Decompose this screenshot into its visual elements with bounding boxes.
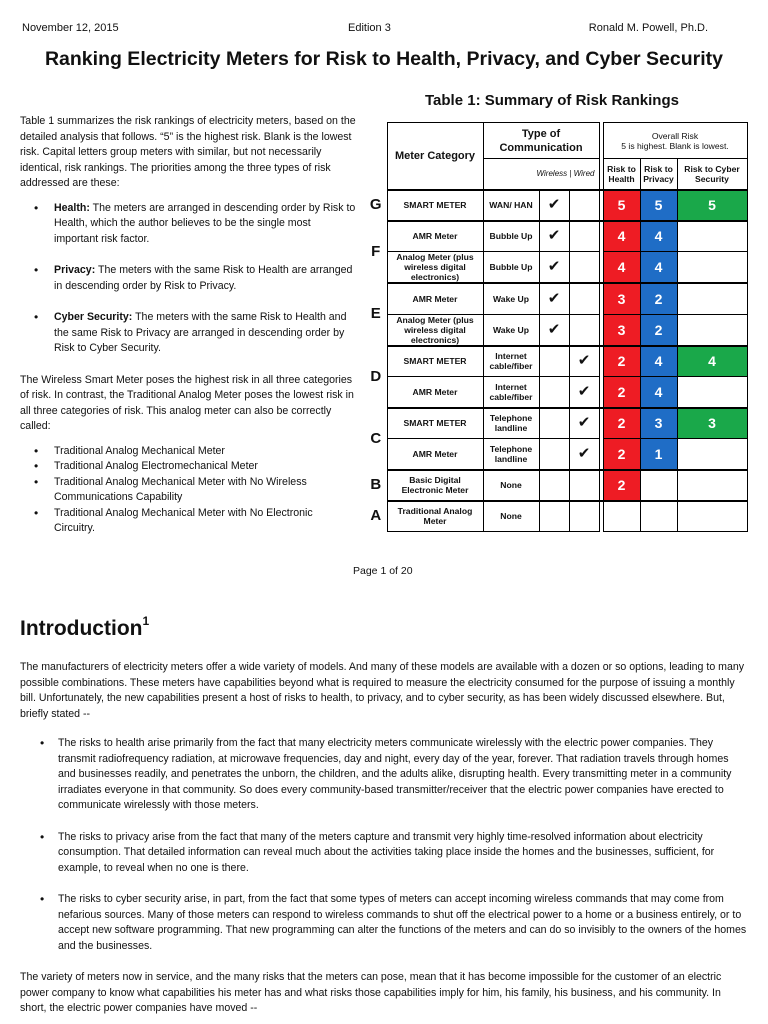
risk-cyber-cell: 4 [677, 346, 747, 377]
document-title: Ranking Electricity Meters for Risk to Health, Privacy, and Cyber Security [44, 48, 724, 70]
meter-category-cell: AMR Meter [387, 377, 483, 408]
risk-health-cell: 5 [603, 190, 640, 221]
intro-bullet-privacy: • The risks to privacy arise from the fact that many of the meters capture and transmit very highly time-resolved information about electricity consumption. That detailed information can reveal much about the activities taking place inside the homes and the businesses, sufficient, for example, to reveal when no one is there. [20, 830, 748, 877]
risk-text: The meters with the same Risk to Health are arranged in descending order by Risk to Privacy. [54, 264, 353, 292]
risk-health-cell: 3 [603, 283, 640, 314]
risk-health-cell: 2 [603, 470, 640, 501]
wireless-cell [539, 470, 569, 501]
type-of-communication-header: Type of Communication [483, 123, 599, 159]
wireless-cell: ✔ [539, 314, 569, 346]
risk-cyber-header: Risk to Cyber Security [677, 159, 747, 190]
communication-type-cell: Wake Up [483, 283, 539, 314]
group-letter: G [369, 196, 382, 213]
wired-cell [569, 190, 599, 221]
risk-health-cell: 2 [603, 377, 640, 408]
risk-privacy-cell: 3 [640, 408, 677, 439]
meter-category-cell: Analog Meter (plus wireless digital electronics) [387, 314, 483, 346]
risk-health-cell: 2 [603, 439, 640, 470]
table-row [365, 501, 747, 532]
communication-type-cell: None [483, 470, 539, 501]
meter-category-cell: Traditional Analog Meter [387, 501, 483, 532]
wired-cell [569, 252, 599, 284]
group-letter: F [371, 242, 381, 260]
meter-name-item: • Traditional Analog Mechanical Meter with No Wireless Communications Capability [20, 475, 356, 506]
group-letter: D [370, 367, 382, 385]
communication-type-cell: Internet cable/fiber [483, 346, 539, 377]
risk-priority-item [20, 201, 356, 248]
table-title: Table 1: Summary of Risk Rankings [425, 92, 679, 109]
risk-privacy-cell: 2 [640, 283, 677, 314]
meter-category-cell: AMR Meter [387, 221, 483, 252]
intro-risk-bullets [20, 736, 748, 954]
risk-privacy-cell: 4 [640, 252, 677, 284]
table-row [365, 190, 747, 221]
meter-name-item: • Traditional Analog Electromechanical Meter [20, 459, 356, 475]
meter-category-cell: AMR Meter [387, 283, 483, 314]
risk-text: The meters are arranged in descending order by Risk to Health, which the author believes to be the single most important risk factor. [54, 201, 356, 245]
risk-health-cell: 2 [603, 346, 640, 377]
risk-cyber-cell [677, 283, 747, 314]
communication-type-cell: WAN/ HAN [483, 190, 539, 221]
table-row [365, 252, 747, 284]
table-row [365, 221, 747, 252]
risk-cyber-cell [677, 314, 747, 346]
introduction-title: Introduction [20, 617, 143, 640]
risk-cyber-cell [677, 439, 747, 470]
communication-type-cell: Bubble Up [483, 252, 539, 284]
meter-category-cell: SMART METER [387, 346, 483, 377]
risk-ranking-table [365, 122, 748, 532]
wired-cell [569, 283, 599, 314]
wired-cell: ✔ [569, 377, 599, 408]
header-date: November 12, 2015 [22, 22, 119, 34]
communication-type-cell: Telephone landline [483, 408, 539, 439]
risk-privacy-cell: 4 [640, 346, 677, 377]
risk-health-cell: 3 [603, 314, 640, 346]
wireless-cell: ✔ [539, 190, 569, 221]
wireless-cell: ✔ [539, 283, 569, 314]
communication-type-cell: Wake Up [483, 314, 539, 346]
risk-health-cell: 4 [603, 221, 640, 252]
risk-health-cell [603, 501, 640, 532]
risk-cyber-cell [677, 377, 747, 408]
meter-category-cell: Analog Meter (plus wireless digital electronics) [387, 252, 483, 284]
wired-cell: ✔ [569, 439, 599, 470]
meter-category-cell: Basic Digital Electronic Meter [387, 470, 483, 501]
risk-privacy-cell: 2 [640, 314, 677, 346]
wireless-cell: ✔ [539, 252, 569, 284]
risk-priority-list [20, 201, 356, 357]
meter-category-header: Meter Category [387, 123, 483, 190]
wireless-wired-header: Wireless | Wired [483, 159, 599, 190]
intro-bullet-health: • The risks to health arise primarily from the fact that many electricity meters communicate wirelessly with the electric power companies. They transmit radiofrequency radiation, at microwave frequencies, day and night, every day of the year, forever. That radiation travels through homes and businesses readily, and penetrates the unborn, the children, and the adults alike, disrupting health. Every transmitting meter in a community irradiates everyone in that community. So does every community-based transmitter/receiver that the electric power companies have erected to communicate wirelessly with those meters. [20, 736, 748, 814]
risk-privacy-cell: 5 [640, 190, 677, 221]
wired-cell [569, 470, 599, 501]
group-letter: A [370, 507, 382, 524]
wired-cell: ✔ [569, 346, 599, 377]
overall-risk-label: Overall Risk [651, 130, 699, 141]
risk-privacy-cell: 4 [640, 221, 677, 252]
risk-health-cell: 4 [603, 252, 640, 284]
summary-intro: Table 1 summarizes the risk rankings of electricity meters, based on the detailed analysis that follows. “5” is the highest risk. Blank is the lowest risk. Capital letters group meters with similar, but not necessarily identical, risk rankings. The priorities among the three types of risk addressed are these: [20, 115, 356, 189]
risk-health-header: Risk to Health [603, 159, 640, 190]
overall-risk-note: 5 is highest. Blank is lowest. [621, 140, 729, 151]
introduction-body [20, 660, 748, 1024]
intro-bullet-cyber: • The risks to cyber security arise, in part, from the fact that some types of meters can accept incoming wireless commands that may come from nefarious sources. Many of those meters can respond to wireless commands to shut off the electrical power to a home or a business entirely, or to accept new software programming. That new programming can alter the functions of the meters and can do so invisibly to the owners of the homes and the businesses. [20, 892, 748, 954]
table-row [365, 314, 747, 346]
risk-cyber-cell: 3 [677, 408, 747, 439]
wireless-cell [539, 346, 569, 377]
header-edition: Edition 3 [348, 22, 391, 34]
overall-risk-header [603, 123, 747, 159]
communication-type-cell: Telephone landline [483, 439, 539, 470]
communication-type-cell: Internet cable/fiber [483, 377, 539, 408]
risk-table-body [365, 190, 747, 532]
risk-term: Privacy: [54, 264, 96, 276]
footnote-marker: 1 [142, 614, 150, 628]
summary-conclusion: The Wireless Smart Meter poses the highest risk in all three categories of risk. In contrast, the Traditional Analog Meter poses the lowest risk in all three categories of risk. This analog meter can also be correctly called: [20, 373, 354, 432]
wireless-cell [539, 501, 569, 532]
table-row [365, 377, 747, 408]
risk-cyber-cell [677, 252, 747, 284]
group-letter: C [370, 429, 382, 447]
meter-name-list [20, 444, 356, 537]
risk-privacy-cell [640, 501, 677, 532]
meter-category-cell: SMART METER [387, 190, 483, 221]
wired-cell: ✔ [569, 408, 599, 439]
table-row [365, 408, 747, 439]
table-row [365, 470, 747, 501]
wired-cell [569, 314, 599, 346]
risk-priority-item [20, 310, 356, 357]
group-letter: E [370, 305, 381, 323]
risk-text: The meters with the same Risk to Health and the same Risk to Privacy are arranged in descending order by Risk to Cyber Security. [54, 311, 347, 354]
intro-paragraph: The variety of meters now in service, and the many risks that the meters can pose, mean that it has become impossible for the customer of an electric power company to know what capabilities his meter has and what risks those capabilities imply for him, his family, his business, and his community. In short, the electric power companies have moved -- [20, 971, 722, 1014]
meter-category-cell: SMART METER [387, 408, 483, 439]
page-number: Page 1 of 20 [353, 565, 413, 577]
group-letter: B [370, 476, 382, 493]
table-row [365, 439, 747, 470]
meter-name-item: • Traditional Analog Mechanical Meter [20, 444, 356, 460]
risk-term: Health: [54, 201, 90, 214]
risk-priority-item [20, 263, 356, 294]
header-author: Ronald M. Powell, Ph.D. [588, 22, 708, 34]
meter-name-item: • Traditional Analog Mechanical Meter with No Electronic Circuitry. [20, 506, 356, 537]
risk-cyber-cell: 5 [677, 190, 747, 221]
summary-column [20, 114, 356, 537]
risk-cyber-cell [677, 501, 747, 532]
risk-cyber-cell [677, 221, 747, 252]
risk-privacy-header: Risk to Privacy [640, 159, 677, 190]
risk-privacy-cell: 4 [640, 377, 677, 408]
wired-cell [569, 501, 599, 532]
meter-category-cell: AMR Meter [387, 439, 483, 470]
communication-type-cell: None [483, 501, 539, 532]
intro-paragraph: The manufacturers of electricity meters offer a wide variety of models. And many of these models are available with a dozen or so options, leading to many possible combinations. These meters have capabilities beyond what is required to measure the electricity consumed for the purpose of issuing a monthly bill. Unfortunately, the new capabilities present a host of risks to health, to privacy, and to cyber security, as has been widely discussed elsewhere. But, briefly stated -- [20, 661, 745, 720]
wireless-cell [539, 439, 569, 470]
wireless-cell [539, 377, 569, 408]
wired-cell [569, 221, 599, 252]
communication-type-cell: Bubble Up [483, 221, 539, 252]
wireless-cell [539, 408, 569, 439]
risk-privacy-cell: 1 [640, 439, 677, 470]
risk-cyber-cell [677, 470, 747, 501]
table-row [365, 283, 747, 314]
risk-health-cell: 2 [603, 408, 640, 439]
wireless-cell: ✔ [539, 221, 569, 252]
table-row [365, 346, 747, 377]
risk-privacy-cell [640, 470, 677, 501]
risk-term: Cyber Security: [54, 311, 133, 323]
introduction-heading [20, 616, 149, 641]
